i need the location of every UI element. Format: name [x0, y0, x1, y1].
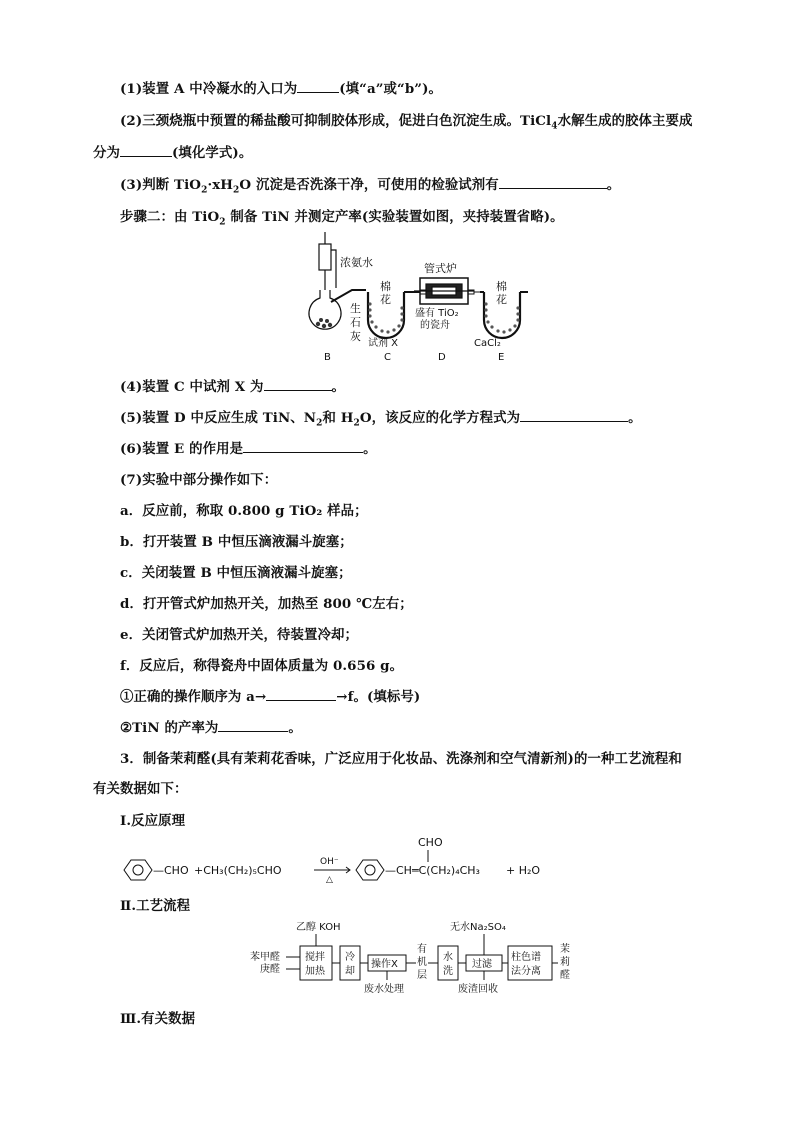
- step-d: d．打开管式炉加热开关，加热至 800 ℃左右；: [120, 596, 413, 612]
- label-b: B: [324, 352, 331, 363]
- question-2-line-1: [120, 110, 693, 132]
- label-cotton-4: 花: [496, 293, 507, 306]
- label-c: C: [384, 352, 391, 363]
- q6-end: 。: [363, 441, 377, 457]
- answer-blank[interactable]: [520, 408, 628, 422]
- q2-text: (2)三颈烧瓶中预置的稀盐酸可抑制胶体形成，促进白色沉淀生成。TiCl: [120, 113, 552, 129]
- section-reaction-principle: Ⅰ.反应原理: [120, 813, 186, 829]
- label-cotton-2: 花: [380, 293, 391, 306]
- question-4: [120, 376, 345, 395]
- question-5: [120, 407, 642, 429]
- question-3-main-line-1: 3．制备茉莉醛(具有茉莉花香味，广泛应用于化妆品、洗涤剂和空气清新剂)的一种工艺流程和: [120, 751, 682, 767]
- label-boat-1: 盛有 TiO₂: [415, 308, 459, 319]
- question-3-main-line-2: 有关数据如下：: [93, 781, 188, 797]
- flow-benzaldehyde: 苯甲醛: [250, 952, 280, 963]
- question-1: [120, 78, 442, 97]
- q5-end: 。: [628, 410, 642, 426]
- section-process-flow: Ⅱ.工艺流程: [120, 898, 191, 914]
- flow-product-1: 茉: [560, 944, 570, 955]
- step-a: a．反应前，称取 0.800 g TiO₂ 样品；: [120, 503, 368, 519]
- question-7-order: [120, 686, 420, 705]
- question-7-title: (7)实验中部分操作如下：: [120, 472, 278, 488]
- label-lime-1: 生: [350, 302, 361, 315]
- answer-blank[interactable]: [499, 175, 607, 189]
- flow-heptanal: 庚醛: [260, 964, 280, 975]
- answer-blank[interactable]: [264, 377, 332, 391]
- label-cacl2: CaCl₂: [474, 338, 501, 349]
- q2-text-2: 分为: [93, 145, 120, 161]
- subscript: 2: [201, 185, 208, 196]
- step2-text-post: 制备 TiN 并测定产率(实验装置如图，夹持装置省略)。: [225, 209, 564, 225]
- step-2-heading: [120, 206, 564, 228]
- question-6: [120, 438, 377, 457]
- flow-waste-residue: 废渣回收: [458, 984, 498, 995]
- flow-na2so4: 无水Na₂SO₄: [450, 922, 506, 933]
- q4-end: 。: [331, 379, 346, 395]
- q1-text: (1)装置 A 中冷凝水的入口为: [120, 81, 298, 97]
- label-furnace: 管式炉: [424, 262, 457, 275]
- flow-filter: 过滤: [472, 959, 492, 970]
- q4-text: (4)装置 C 中试剂 X 为: [120, 379, 264, 395]
- flow-stir-1: 搅拌: [305, 952, 325, 963]
- flow-column-1: 柱色谱: [511, 952, 541, 963]
- answer-blank[interactable]: [266, 687, 336, 701]
- flow-stir-2: 加热: [305, 966, 325, 977]
- step2-text: 步骤二：由 TiO: [120, 209, 220, 225]
- step-c: c．关闭装置 B 中恒压滴液漏斗旋塞；: [120, 565, 352, 581]
- label-boat-2: 的瓷舟: [420, 320, 450, 331]
- subscript: 2: [219, 217, 226, 228]
- reactant-heptanal: +CH₃(CH₂)₅CHO: [194, 864, 282, 877]
- flow-product-3: 醛: [560, 970, 570, 981]
- product-water: + H₂O: [506, 864, 541, 877]
- answer-blank[interactable]: [218, 718, 288, 732]
- order-text: ①正确的操作顺序为 a→: [120, 689, 267, 705]
- question-7-yield: [120, 717, 302, 736]
- reactant-aldehyde: —CHO: [153, 864, 189, 877]
- flow-product-2: 莉: [560, 957, 570, 968]
- flow-organic-3: 层: [417, 970, 427, 981]
- question-3: [120, 174, 620, 196]
- q5-text-post: O，该反应的化学方程式为: [359, 410, 521, 426]
- product-chain: —CH═C(CH₂)₄CH₃: [385, 864, 480, 877]
- flow-organic-2: 机: [417, 957, 427, 968]
- question-2-line-2: [93, 142, 252, 161]
- answer-blank[interactable]: [243, 439, 363, 453]
- q2-text-b: 水解生成的胶体主要成: [557, 113, 693, 129]
- yield-end: 。: [288, 720, 302, 736]
- flow-column-2: 法分离: [511, 966, 541, 977]
- subscript: 2: [353, 418, 360, 429]
- subscript: 4: [551, 121, 558, 132]
- label-lime-3: 灰: [350, 330, 361, 343]
- process-flowchart: [246, 918, 582, 998]
- label-ammonia: 浓氨水: [340, 256, 373, 269]
- answer-blank[interactable]: [120, 143, 172, 157]
- flow-cool-1: 冷: [345, 952, 355, 963]
- subscript: 2: [233, 185, 240, 196]
- q2-text-2b: (填化学式)。: [171, 145, 253, 161]
- flow-organic-1: 有: [417, 944, 427, 955]
- section-data: Ⅲ.有关数据: [120, 1011, 196, 1027]
- q3-text-mid: ·xH: [207, 177, 234, 193]
- answer-blank[interactable]: [297, 79, 339, 93]
- q5-text-mid: 和 H: [322, 410, 354, 426]
- apparatus-figure: [300, 228, 530, 366]
- flow-op-x: 操作X: [371, 959, 398, 970]
- label-reagent-x: 试剂 X: [368, 338, 399, 349]
- order-text-post: →f。(填标号): [336, 689, 421, 705]
- step-f: f．反应后，称得瓷舟中固体质量为 0.656 g。: [120, 658, 404, 674]
- label-cotton-1: 棉: [380, 280, 391, 293]
- q3-end: 。: [606, 177, 621, 193]
- condition-oh: OH⁻: [320, 857, 339, 867]
- subscript: 2: [316, 418, 323, 429]
- q1-text-end: (填“a”或“b”)。: [339, 81, 443, 97]
- condition-heat: △: [326, 875, 333, 885]
- q3-text-post: O 沉淀是否洗涤干净，可使用的检验试剂有: [239, 177, 499, 193]
- label-cotton-3: 棉: [496, 280, 507, 293]
- label-lime-2: 石: [350, 316, 361, 329]
- flow-ethanol-koh: 乙醇 KOH: [296, 922, 341, 933]
- label-d: D: [438, 352, 446, 363]
- reaction-equation: [118, 836, 558, 886]
- step-b: b．打开装置 B 中恒压滴液漏斗旋塞；: [120, 534, 353, 550]
- yield-text: ②TiN 的产率为: [120, 720, 219, 736]
- q3-text: (3)判断 TiO: [120, 177, 202, 193]
- label-e: E: [498, 352, 505, 363]
- flow-cool-2: 却: [345, 966, 355, 977]
- flow-wash-2: 洗: [443, 966, 453, 977]
- step-e: e．关闭管式炉加热开关，待装置冷却；: [120, 627, 358, 643]
- flow-wash-1: 水: [443, 952, 453, 963]
- q6-text: (6)装置 E 的作用是: [120, 441, 244, 457]
- q5-text: (5)装置 D 中反应生成 TiN、N: [120, 410, 317, 426]
- product-cho: CHO: [418, 836, 443, 849]
- flow-waste-water: 废水处理: [364, 984, 404, 995]
